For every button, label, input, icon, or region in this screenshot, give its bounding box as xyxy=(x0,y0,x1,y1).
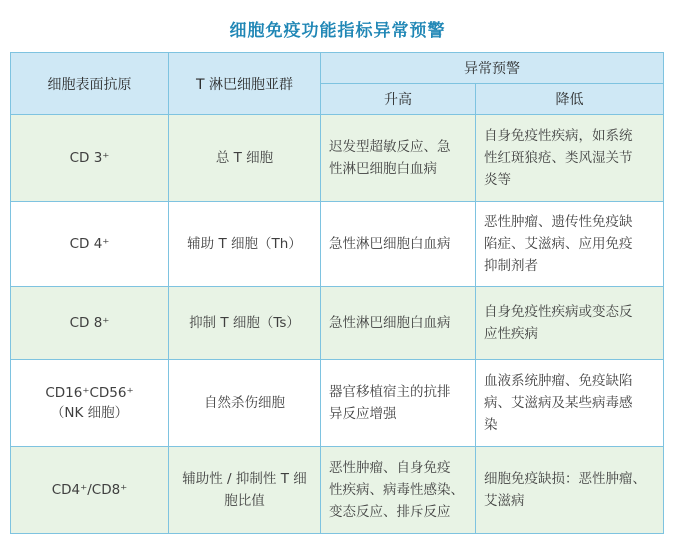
increase-cell: 恶性肿瘤、自身免疫 性疾病、病毒性感染、 变态反应、排斥反应 xyxy=(321,447,476,534)
table-row xyxy=(11,202,664,287)
antigen-cell: CD 4⁺ xyxy=(11,202,169,287)
subset-cell: 辅助性 / 抑制性 T 细 胞比值 xyxy=(169,447,321,534)
subset-cell: 抑制 T 细胞（Ts） xyxy=(169,287,321,360)
antigen-cell: CD4⁺/CD8⁺ xyxy=(11,447,169,534)
table-row xyxy=(11,360,664,447)
increase-cell: 迟发型超敏反应、急 性淋巴细胞白血病 xyxy=(321,115,476,202)
decrease-cell: 细胞免疫缺损：恶性肿瘤、 艾滋病 xyxy=(476,447,664,534)
page-title: 细胞免疫功能指标异常预警 xyxy=(229,21,446,41)
table-row xyxy=(11,447,664,534)
decrease-cell: 血液系统肿瘤、免疫缺陷 病、艾滋病及某些病毒感 染 xyxy=(476,360,664,447)
increase-cell: 器官移植宿主的抗排 异反应增强 xyxy=(321,360,476,447)
subset-cell: 总 T 细胞 xyxy=(169,115,321,202)
decrease-cell: 自身免疫性疾病或变态反 应性疾病 xyxy=(476,287,664,360)
table-row xyxy=(11,115,664,202)
antigen-cell: CD 3⁺ xyxy=(11,115,169,202)
header-down: 降低 xyxy=(476,84,664,115)
subset-cell: 辅助 T 细胞（Th） xyxy=(169,202,321,287)
immune-warning-table xyxy=(10,52,664,534)
decrease-cell: 自身免疫性疾病，如系统 性红斑狼疮、类风湿关节 炎等 xyxy=(476,115,664,202)
decrease-cell: 恶性肿瘤、遗传性免疫缺 陷症、艾滋病、应用免疫 抑制剂者 xyxy=(476,202,664,287)
header-subset: T 淋巴细胞亚群 xyxy=(169,53,321,115)
table-row xyxy=(11,287,664,360)
increase-cell: 急性淋巴细胞白血病 xyxy=(321,287,476,360)
subset-cell: 自然杀伤细胞 xyxy=(169,360,321,447)
header-up: 升高 xyxy=(321,84,476,115)
antigen-cell: CD 8⁺ xyxy=(11,287,169,360)
header-antigen: 细胞表面抗原 xyxy=(11,53,169,115)
increase-cell: 急性淋巴细胞白血病 xyxy=(321,202,476,287)
antigen-cell: CD16⁺CD56⁺ （NK 细胞） xyxy=(11,360,169,447)
header-warning: 异常预警 xyxy=(321,53,664,84)
